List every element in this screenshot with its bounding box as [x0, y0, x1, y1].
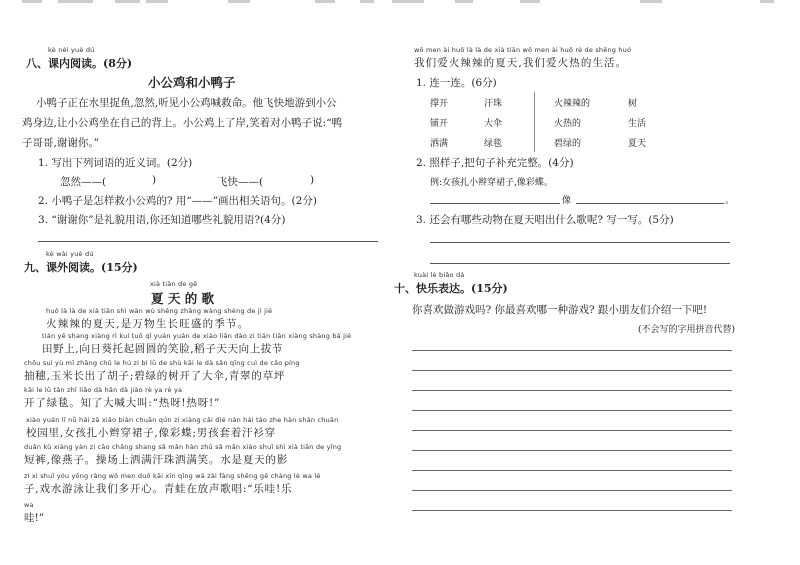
poem-pinyin-3: chōu suì yù mǐ zhǎng chū le hú zi bì lǜ de shù kāi le dà sǎn qīng cuì de cǎo píng — [24, 359, 300, 367]
sentence-like-word: 像 — [562, 196, 572, 206]
question-8-3: 3. “谢谢你”是礼貌用语,你还知道哪些礼貌用语?(4分) — [38, 214, 286, 226]
match-obj-1[interactable]: 树 — [628, 99, 638, 109]
poem-line-7: 子,戏水游泳让我们多开心。青蛙在放声歌唱:“乐哇!乐 — [24, 483, 293, 495]
passage-line-1: 小鸭子正在水里捉鱼,忽然,听见小公鸡喊救命。他飞快地游到小公 — [36, 97, 337, 109]
passage-title: 小公鸡和小鸭子 — [148, 75, 236, 90]
match-verb-1[interactable]: 撑开 — [430, 99, 449, 109]
synonym-prompt-b: 飞快——( — [217, 176, 264, 188]
poem-pinyin-6: duǎn kù xiàng yàn zi cāo chǎng shang sǎ mǎn hàn zhū sǎ mǎn xiào shuǐ shì xià tiān de yǐng — [24, 443, 342, 451]
question-8-1: 1. 写出下列词语的近义词。(2分) — [38, 157, 193, 169]
synonym-prompt-a: 忽然——( — [60, 176, 107, 188]
passage-line-2: 鸡身边,让小公鸡坐在自己的背上。小公鸡上了岸,笑着对小鸭子说:“鸭 — [22, 117, 343, 129]
section-8-heading: 八、课内阅读。(8分) — [26, 57, 133, 70]
poem-line-8: 哇!” — [24, 512, 45, 524]
question-8-2: 2. 小鸭子是怎样救小公鸡的? 用“——”画出相关语句。(2分) — [38, 195, 317, 207]
section-10-note: (不会写的字用拼音代替) — [638, 325, 736, 335]
sentence-example: 例:女孩扎小辫穿裙子,像彩蝶。 — [430, 178, 553, 188]
match-verb-2[interactable]: 铺开 — [430, 119, 449, 129]
section-9-pinyin: kè wài yuè dú — [46, 250, 94, 258]
match-verb-3[interactable]: 洒满 — [430, 139, 449, 149]
match-obj-2[interactable]: 生活 — [628, 119, 647, 129]
match-adj-1[interactable]: 火辣辣的 — [554, 99, 591, 109]
answer-line-8-3[interactable] — [38, 241, 378, 242]
section-10-prompt: 你喜欢做游戏吗? 你最喜欢哪一种游戏? 跟小朋友们介绍一下吧! — [412, 304, 708, 316]
question-9-3: 3. 还会有哪些动物在夏天唱出什么歌呢? 写一写。(5分) — [416, 214, 674, 226]
poem-title: 夏 天 的 歌 — [151, 291, 215, 306]
synonym-paren-a[interactable]: ) — [152, 174, 157, 186]
sentence-period: 。 — [725, 196, 735, 206]
top-scan-marks — [0, 0, 800, 6]
match-noun-3[interactable]: 绿毯 — [484, 139, 503, 149]
answer-line-9-3a[interactable] — [430, 242, 730, 243]
poem-pinyin-7: zi xì shuǐ yóu yǒng ràng wǒ men duō kāi xīn qīng wā zài fàng shēng gē chàng lè wa lè — [24, 472, 321, 480]
closing-line: 我们爱火辣辣的夏天,我们爱火热的生活。 — [414, 57, 628, 69]
match-adj-2[interactable]: 火热的 — [554, 119, 582, 129]
answer-line-9-3b[interactable] — [430, 263, 730, 264]
section-9-heading: 九、课外阅读。(15分) — [24, 261, 138, 274]
question-9-2: 2. 照样子,把句子补充完整。(4分) — [416, 157, 574, 169]
poem-line-4: 开了绿毯。知了大喊大叫:“热呀!热呀!” — [24, 397, 221, 409]
answer-line-9-2a[interactable] — [430, 203, 560, 204]
closing-line-pinyin: wǒ men ài huǒ là là de xià tiān wǒ men ài huǒ rè de shēng huó — [414, 46, 632, 54]
poem-line-2: 田野上,向日葵托起圆圆的笑脸,稻子天天向上拔节 — [42, 343, 283, 355]
match-noun-1[interactable]: 汗珠 — [484, 99, 503, 109]
section-10-pinyin: kuài lè biǎo dá — [414, 271, 465, 279]
poem-pinyin-8: wa — [24, 501, 34, 509]
match-obj-3[interactable]: 夏天 — [628, 139, 647, 149]
poem-pinyin-4: kāi le lǜ tǎn zhī liǎo dà hǎn dà jiào rè ya rè ya — [24, 386, 183, 394]
poem-line-5: 校园里,女孩扎小辫穿裙子,像彩蝶;男孩套着汗衫穿 — [26, 427, 276, 439]
synonym-paren-b[interactable]: ) — [310, 174, 315, 186]
section-10-heading: 十、快乐表达。(15分) — [394, 282, 508, 295]
poem-line-6: 短裤,像燕子。操场上洒满汗珠洒满笑。水是夏天的影 — [24, 454, 289, 466]
match-adj-3[interactable]: 碧绿的 — [554, 139, 582, 149]
poem-pinyin-5: xiào yuán lǐ nǚ hái zā xiǎo biàn chuān qún zi xiàng cǎi dié nán hái tào zhe hàn shān chuān — [26, 416, 339, 424]
section-8-pinyin: kè nèi yuè dú — [48, 46, 95, 54]
passage-line-3: 子哥哥,谢谢你。” — [22, 137, 99, 149]
match-divider — [534, 92, 535, 152]
match-noun-2[interactable]: 大伞 — [484, 119, 503, 129]
answer-line-9-2b[interactable] — [576, 203, 724, 204]
poem-pinyin-2: tián yě shang xiàng rì kuí tuō qǐ yuán yuán de xiào liǎn dào zi tiān tiān xiàng shàng bá jié — [42, 332, 352, 340]
poem-line-1: 火辣辣的夏天,是万物生长旺盛的季节。 — [46, 318, 250, 330]
poem-pinyin-1: huǒ là là de xià tiān shì wàn wù shēng zhǎng wàng shèng de jì jié — [46, 307, 273, 315]
poem-title-pinyin: xià tiān de gē — [150, 280, 198, 288]
question-9-1: 1. 连一连。(6分) — [416, 77, 497, 89]
poem-line-3: 抽穗,玉米长出了胡子;碧绿的树开了大伞,青翠的草坪 — [24, 370, 286, 382]
